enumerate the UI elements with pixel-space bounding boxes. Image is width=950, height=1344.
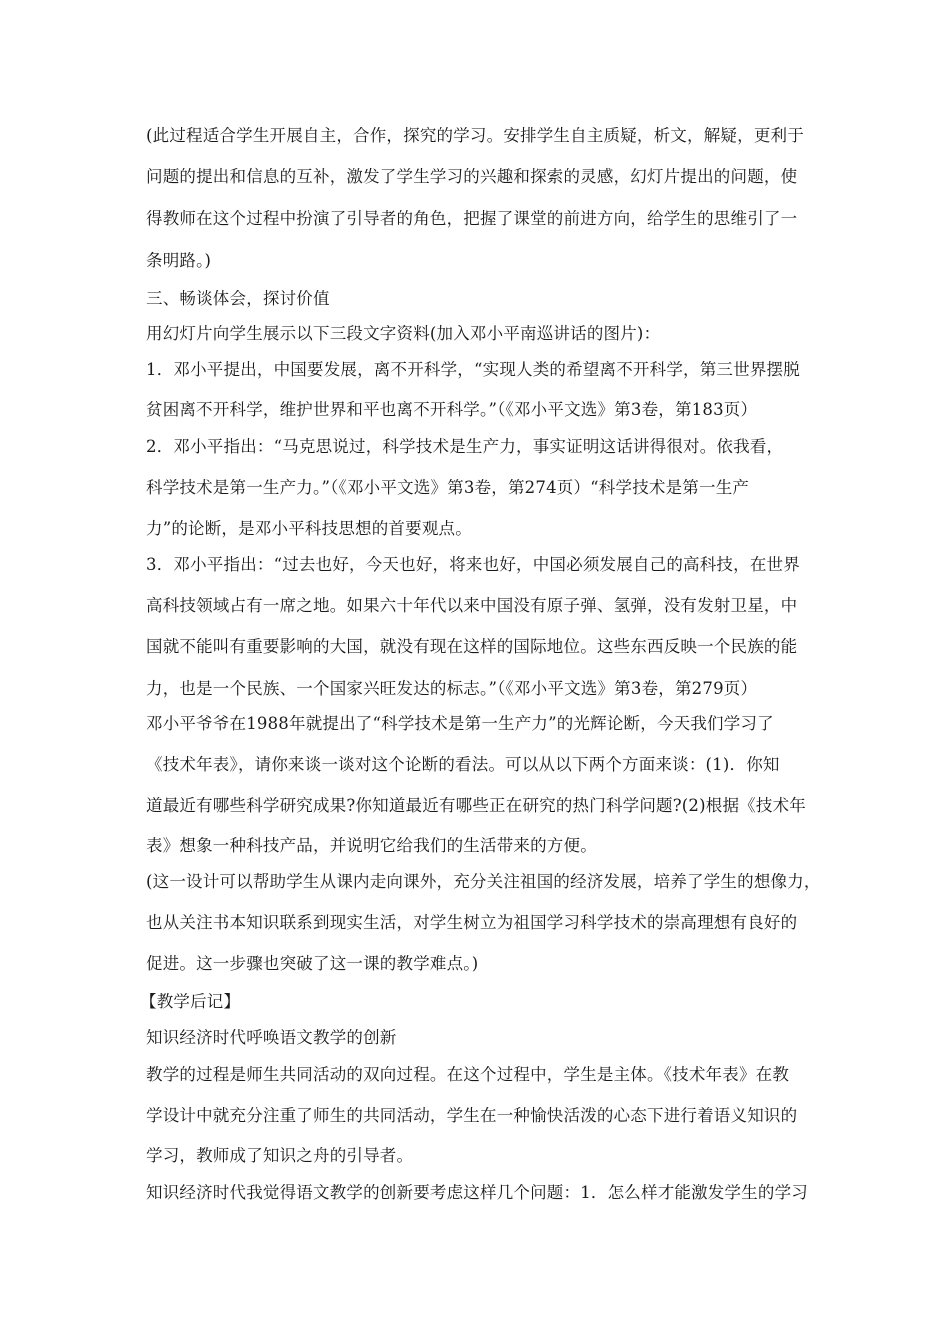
paragraph-line: 知识经济时代我觉得语文教学的创新要考虑这样几个问题：1．怎么样才能激发学生的学习 — [146, 1183, 808, 1202]
list-item-2-line: 力”的论断，是邓小平科技思想的首要观点。 — [146, 519, 472, 538]
list-item-1-line: 1．邓小平提出，中国要发展，离不开科学，“实现人类的希望离不开科学，第三世界摆脱 — [146, 360, 800, 379]
section-heading: 【教学后记】 — [140, 992, 241, 1011]
list-item-1-line: 贫困离不开科学，维护世界和平也离不开科学。”（《邓小平文选》第3卷，第183页） — [146, 400, 758, 419]
list-item-3-line: 国就不能叫有重要影响的大国，就没有现在这样的国际地位。这些东西反映一个民族的能 — [146, 637, 798, 656]
subtitle: 知识经济时代呼唤语文教学的创新 — [146, 1028, 397, 1047]
paragraph-line: 邓小平爷爷在1988年就提出了“科学技术是第一生产力”的光辉论断，今天我们学习了 — [146, 714, 774, 733]
list-item-3-line: 力，也是一个民族、一个国家兴旺发达的标志。”（《邓小平文选》第3卷，第279页） — [146, 679, 758, 698]
paragraph-line: 道最近有哪些科学研究成果?你知道最近有哪些正在研究的热门科学问题?(2)根据《技术年 — [146, 796, 806, 815]
list-item-3-line: 3．邓小平指出：“过去也好，今天也好，将来也好，中国必须发展自己的高科技，在世界 — [146, 555, 800, 574]
paragraph-line: 《技术年表》，请你来谈一谈对这个论断的看法。可以从以下两个方面来谈：(1)．你知 — [146, 755, 780, 774]
paragraph-line: 教学的过程是师生共同活动的双向过程。在这个过程中，学生是主体。《技术年表》在教 — [146, 1065, 790, 1084]
paragraph-line: 学习，教师成了知识之舟的引导者。 — [146, 1146, 414, 1165]
paragraph-line: 促进。这一步骤也突破了这一课的教学难点。) — [146, 954, 479, 973]
paragraph-line: 表》想象一种科技产品，并说明它给我们的生活带来的方便。 — [146, 836, 597, 855]
section-heading: 三、畅谈体会，探讨价值 — [146, 289, 330, 308]
paragraph-line: (这一设计可以帮助学生从课内走向课外，充分关注祖国的经济发展，培养了学生的想像力， — [146, 872, 821, 891]
paragraph-line: 问题的提出和信息的互补，激发了学生学习的兴趣和探索的灵感，幻灯片提出的问题，使 — [146, 167, 798, 186]
list-item-2-line: 科学技术是第一生产力。”（《邓小平文选》第3卷，第274页）“科学技术是第一生产 — [146, 478, 750, 497]
paragraph-line: 学设计中就充分注重了师生的共同活动，学生在一种愉快活泼的心态下进行着语义知识的 — [146, 1106, 798, 1125]
list-item-2-line: 2．邓小平指出：“马克思说过，科学技术是生产力，事实证明这话讲得很对。依我看， — [146, 437, 784, 456]
list-item-3-line: 高科技领域占有一席之地。如果六十年代以来中国没有原子弹、氢弹，没有发射卫星，中 — [146, 596, 798, 615]
paragraph-line: 用幻灯片向学生展示以下三段文字资料(加入邓小平南巡讲话的图片)： — [146, 324, 661, 343]
paragraph-line: 得教师在这个过程中扮演了引导者的角色，把握了课堂的前进方向，给学生的思维引了一 — [146, 209, 798, 228]
paragraph-line: 条明路。) — [146, 251, 212, 270]
paragraph-line: (此过程适合学生开展自主，合作，探究的学习。安排学生自主质疑，析文，解疑，更利于 — [146, 126, 804, 145]
paragraph-line: 也从关注书本知识联系到现实生活，对学生树立为祖国学习科学技术的崇高理想有良好的 — [146, 913, 798, 932]
